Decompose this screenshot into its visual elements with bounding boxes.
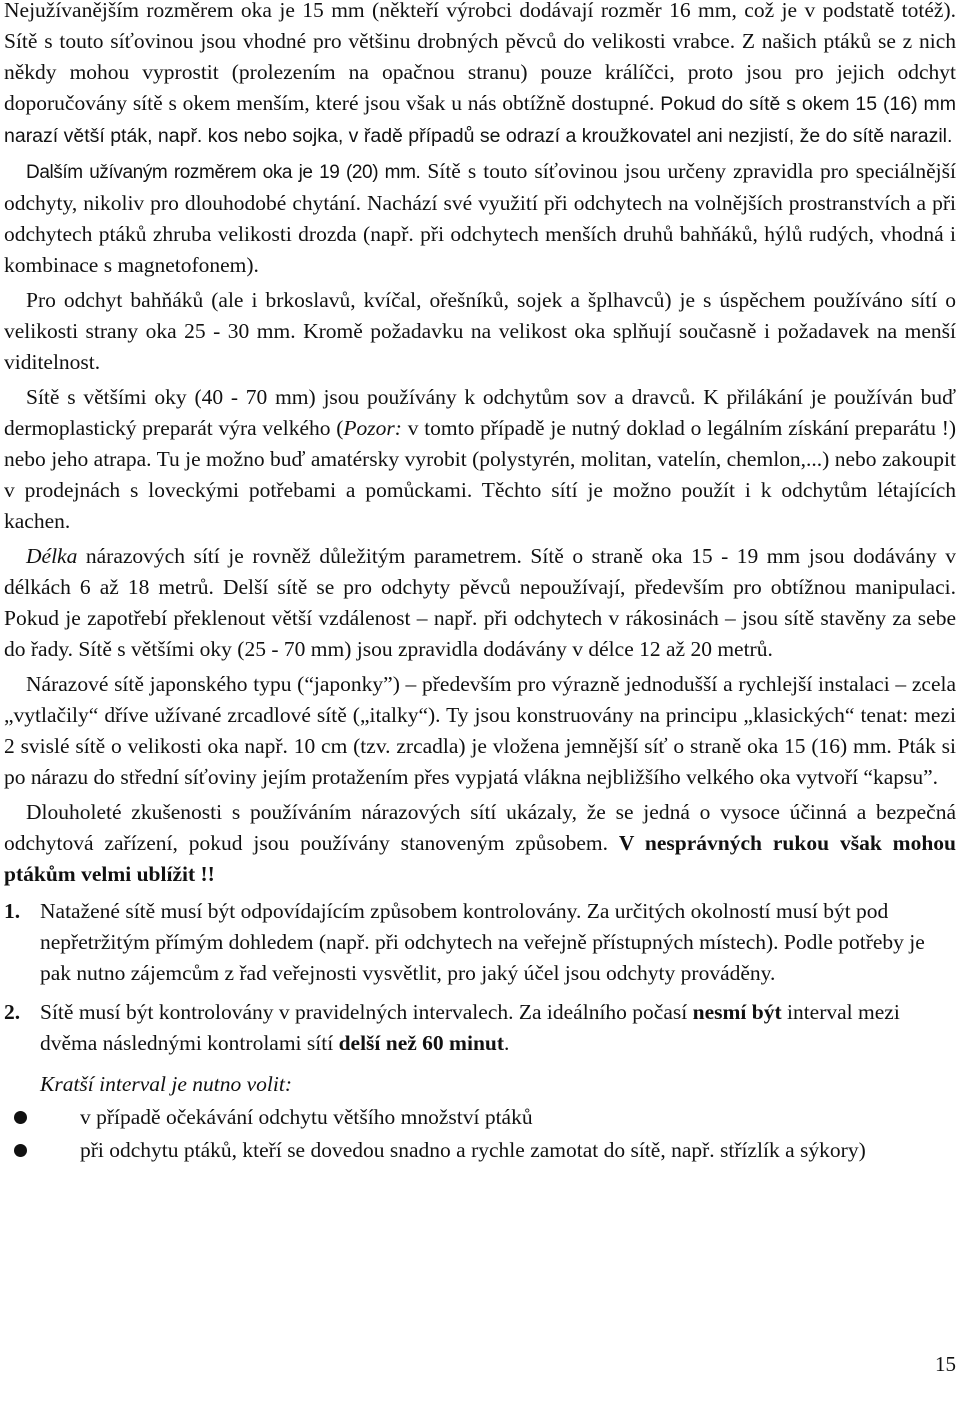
paragraph-mesh-19mm-lead: Dalším užívaným rozměrem oka je 19 (20) mm. (26, 162, 421, 183)
list-item-text: . (504, 1031, 510, 1055)
paragraph-mesh-15mm-tail: Pokud do sítě s okem 15 (16) mm narazí větší pták, např. kos nebo sojka, v řadě případů se odrazí a kroužkovatel ani nezjistí, že do sítě narazil. (4, 93, 956, 147)
page-number: 15 (935, 1352, 956, 1376)
paragraph-mesh-19mm-text: Sítě s touto síťovinou jsou určeny zpravidla pro speciálnější odchyty, nikoliv pro dlouhodobé chytání. Nachází své využití při odchytech na volnějších prostranstvích a při odchytech ptáků zhruba velikosti drozda (např. při odchytech menších druhů bahňáků, hýlů rudých, vhodná i kombinace s magnetofonem). (4, 159, 956, 277)
paragraph-experience-text: Dlouholeté zkušenosti s používáním nárazových sítí ukázaly, že se jedná o vysoce účinná a bezpečná odchytová zařízení, pokud jsou používány stanoveným způsobem. (4, 800, 956, 855)
paragraph-mesh-15mm-text: Nejužívanějším rozměrem oka je 15 mm (někteří výrobci dodávají rozměr 16 mm, což je v podstatě totéž). Sítě s touto síťovinou jsou vhodné pro většinu drobných pěvců do velikosti vrabce. Z našich ptáků se z nich někdy mohou vyprostit (prolezením na opačnou stranu) pouze králíčci, proto jsou pro jejich odchyt doporučovány sítě s okem menším, které jsou však u nás obtížně dostupné. (4, 0, 956, 115)
list-item (4, 997, 956, 1059)
paragraph-net-length-term: Délka (26, 544, 78, 568)
numbered-list (4, 896, 956, 1059)
bullet-dot-icon (14, 1111, 27, 1124)
list-item (4, 1135, 956, 1166)
paragraph-mesh-25-30mm-text: Pro odchyt bahňáků (ale i brkoslavů, kvíčal, ořešníků, sojek a šplhavců) je s úspěchem používáno sítí o velikosti strany oka 25 - 30 mm. Kromě požadavku na velikost oka splňují současně i požadavek na menší viditelnost. (4, 288, 956, 374)
paragraph-japanese-nets (4, 669, 956, 793)
list-item-emphasis: delší než 60 minut (338, 1031, 505, 1055)
list-item-emphasis: nesmí být (692, 1000, 782, 1024)
list-item-text: v případě očekávání odchytu většího množství ptáků (80, 1105, 533, 1129)
list-item-text: Natažené sítě musí být odpovídajícím způsobem kontrolovány. Za určitých okolností musí být pod nepřetržitým přímým dohledem (např. při odchytech na veřejně přístupných místech). Podle potřeby je pak nutno zájemcům z řad veřejnosti vysvětlit, pro jaký účel jsou odchyty prováděny. (40, 899, 925, 985)
list-item (4, 1102, 956, 1133)
list-item-text: Sítě musí být kontrolovány v pravidelných intervalech. Za ideálního počasí (40, 1000, 693, 1024)
paragraph-japanese-nets-text: Nárazové sítě japonského typu (“japonky”) – především pro výrazně jednodušší a rychlejší instalaci – zcela „vytlačily“ dříve užívané zrcadlové sítě („italky“). Ty jsou konstruovány na principu „klasických“ tenat: mezi 2 svislé sítě o velikosti oka např. 10 cm (tzv. zrcadla) je vložena jemnější síť o straně oka 15 (16) mm. Pták si po nárazu do střední síťoviny jejím protažením přes vypjatá vlákna nejbližšího velkého oka vytvoří “kapsu”. (4, 672, 956, 789)
list-item-number: 2. (4, 1000, 21, 1024)
bullet-dot-icon (14, 1144, 27, 1157)
document-page (4, 0, 956, 1168)
paragraph-experience (4, 797, 956, 890)
paragraph-mesh-40-70mm-note: Pozor: (343, 416, 402, 440)
list-item-number: 1. (4, 899, 21, 923)
list-item-text: při odchytu ptáků, kteří se dovedou snadno a rychle zamotat do sítě, např. střízlík a sýkory) (80, 1138, 866, 1162)
paragraph-mesh-25-30mm (4, 285, 956, 378)
paragraph-mesh-15mm (4, 0, 956, 152)
paragraph-net-length (4, 541, 956, 665)
list-item (4, 896, 956, 989)
paragraph-mesh-19mm (4, 156, 956, 281)
paragraph-experience-warning: V nesprávných rukou však mohou ptákům velmi ublížit !! (4, 831, 957, 886)
subheading: Kratší interval je nutno volit: (40, 1072, 293, 1096)
list-item-text: interval mezi dvěma následnými kontrolami sítí (40, 1000, 900, 1055)
paragraph-net-length-text: nárazových sítí je rovněž důležitým parametrem. Sítě o straně oka 15 - 19 mm jsou dodávány v délkách 6 až 18 metrů. Delší sítě se pro odchyty pěvců nepoužívají, především pro obtížnou manipulaci. Pokud je zapotřebí překlenout větší vzdálenost – např. při odchytech v rákosinách – jsou sítě stavěny za sebe do řady. Sítě s většími oky (25 - 70 mm) jsou zpravidla dodávány v délce 12 až 20 metrů. (4, 544, 956, 661)
paragraph-mesh-40-70mm-text-b: v tomto případě je nutný doklad o legálním získání preparátu !) nebo jeho atrapa. Tu je možno buď amatérsky vyrobit (polystyrén, molitan, vatelín, chemlon,...) nebo zakoupit v prodejnách s loveckými potřebami a pomůckami. Těchto sítí je možno použít i k odchytům létajících kachen. (4, 416, 957, 533)
bullet-list (4, 1102, 956, 1166)
paragraph-mesh-40-70mm-text-a: Sítě s většími oky (40 - 70 mm) jsou používány k odchytům sov a dravců. K přilákání je používán buď dermoplastický preparát výra velkého ( (4, 385, 956, 440)
paragraph-mesh-40-70mm (4, 382, 956, 537)
